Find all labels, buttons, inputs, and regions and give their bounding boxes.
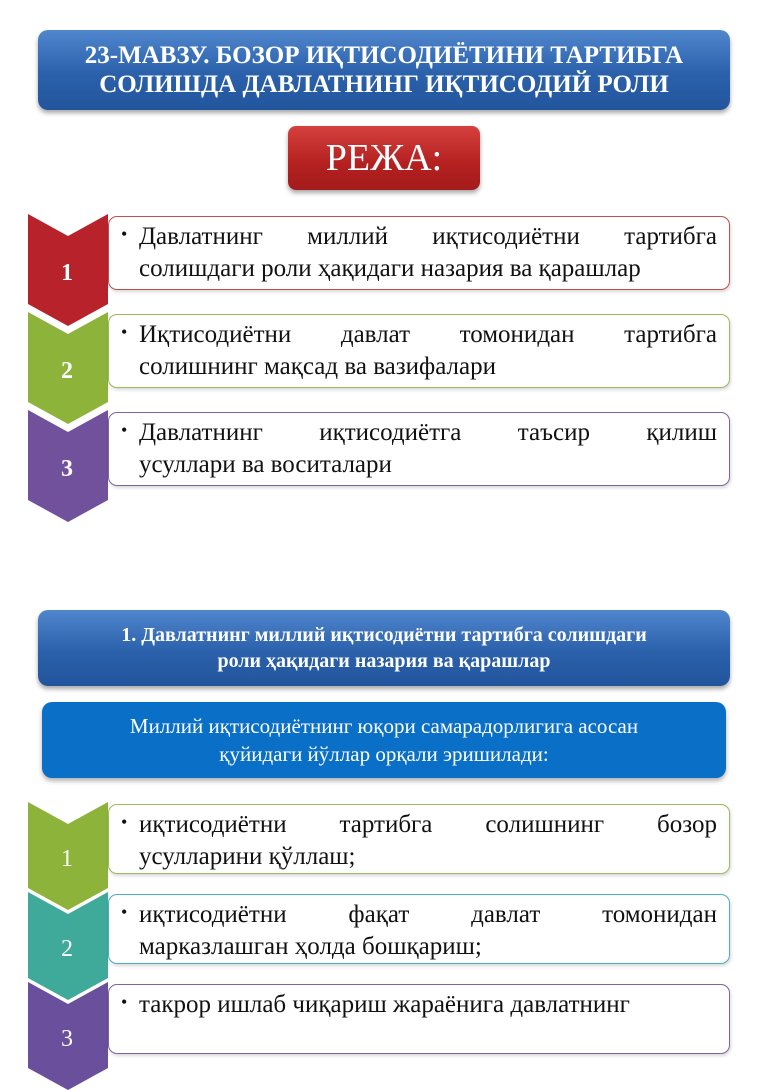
plan-item-chevron-2 — [28, 312, 108, 424]
plan-label-banner — [288, 126, 480, 190]
plan-item-chevron-1 — [28, 214, 108, 326]
plan-item-text-line: усуллари ва воситалари — [139, 451, 392, 478]
topic-title-banner — [38, 30, 730, 110]
way-item-card-2 — [108, 894, 730, 964]
section-title-line1: 1. Давлатнинг миллий иқтисодиётни тартибга солишдаги — [121, 624, 647, 646]
way-item-number: 3 — [61, 1026, 73, 1052]
way-item-number: 2 — [61, 936, 73, 962]
plan-item-card-1 — [108, 216, 730, 290]
bullet-icon: • — [121, 812, 128, 832]
section-title-banner — [38, 610, 730, 686]
plan-label: РЕЖА: — [325, 137, 443, 179]
section-info-box — [42, 702, 726, 778]
info-line1: Миллий иқтисодиётнинг юқори самарадорлигига асосан — [129, 714, 639, 738]
plan-item-text-line: солишдаги роли ҳақидаги назария ва қарашлар — [139, 255, 641, 282]
way-item-text-line: иқтисодиётни фақат давлат томонидан — [139, 901, 717, 928]
way-item-card-3 — [108, 984, 730, 1054]
bullet-icon: • — [121, 322, 128, 342]
way-item-text-line: такрор ишлаб чиқариш жараёнига давлатнинг — [139, 991, 630, 1018]
plan-item-text-line: Давлатнинг иқтисодиётга таъсир қилиш — [139, 419, 717, 446]
way-item-text-line: усулларини қўллаш; — [139, 843, 356, 870]
topic-title-line1: 23-МАВЗУ. БОЗОР ИҚТИСОДИЁТИНИ ТАРТИБГА — [84, 42, 684, 69]
plan-item-text-line: солишнинг мақсад ва вазифалари — [139, 353, 496, 380]
bullet-icon: • — [121, 420, 128, 440]
way-item-card-1 — [108, 804, 730, 874]
plan-item-chevron-3 — [28, 410, 108, 522]
plan-item-number: 2 — [61, 358, 73, 384]
ways-list — [28, 802, 730, 1052]
way-item-number: 1 — [61, 846, 73, 872]
bullet-icon: • — [121, 902, 128, 922]
info-line2: қуйидаги йўллар орқали эришилади: — [219, 742, 549, 766]
plan-list — [28, 214, 730, 524]
topic-title-line2: СОЛИШДА ДАВЛАТНИНГ ИҚТИСОДИЙ РОЛИ — [99, 71, 669, 98]
plan-item-number: 1 — [61, 260, 73, 286]
section-title-line2: роли ҳақидаги назария ва қарашлар — [217, 650, 551, 672]
plan-item-text-line: Давлатнинг миллий иқтисодиётни тартибга — [139, 223, 717, 250]
bullet-icon: • — [121, 224, 128, 244]
way-item-text-line: марказлашган ҳолда бошқариш; — [139, 933, 482, 960]
plan-item-number: 3 — [61, 456, 73, 482]
plan-item-card-3 — [108, 412, 730, 486]
plan-item-text-line: Иқтисодиётни давлат томонидан тартибга — [139, 321, 717, 348]
way-item-text-line: иқтисодиётни тартибга солишнинг бозор — [139, 811, 717, 838]
way-item-chevron-3 — [28, 982, 108, 1090]
bullet-icon: • — [121, 992, 128, 1012]
plan-item-card-2 — [108, 314, 730, 388]
